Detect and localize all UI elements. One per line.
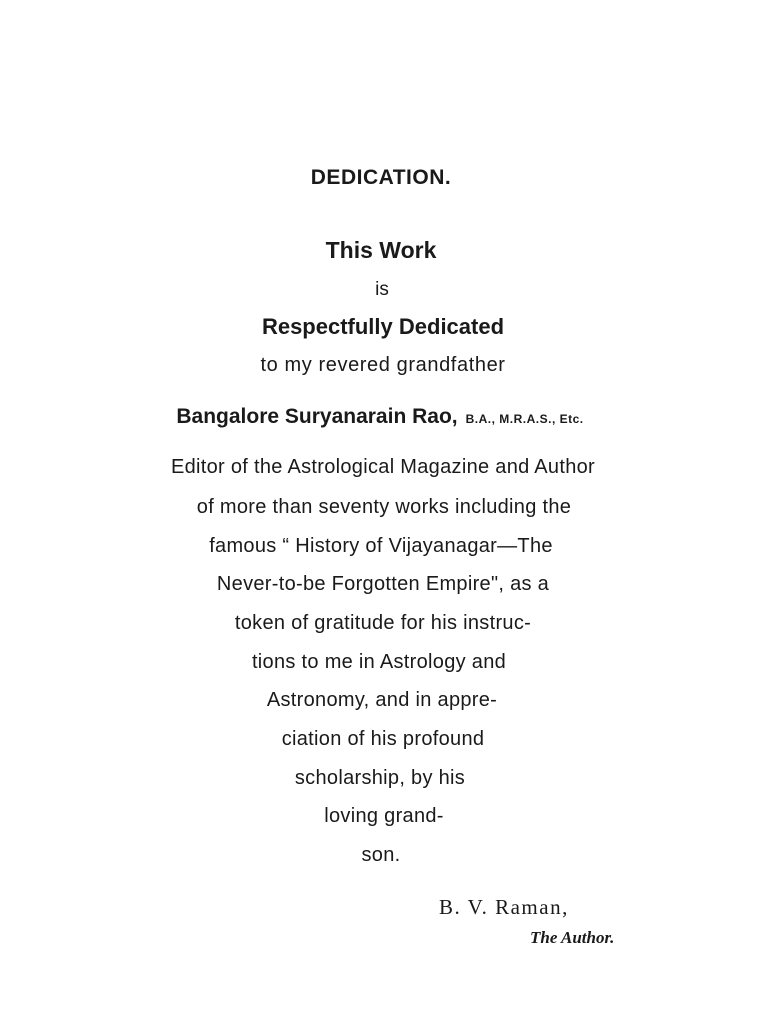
body-line: scholarship, by his bbox=[294, 767, 466, 789]
grandfather-qualifications: B.A., M.R.A.S., Etc. bbox=[465, 412, 584, 426]
body-line: son. bbox=[361, 844, 401, 866]
body-line: famous “ History of Vijayanagar—The bbox=[209, 535, 553, 557]
this-work-line: This Work bbox=[325, 237, 437, 263]
body-line: Editor of the Astrological Magazine and Author bbox=[170, 456, 596, 478]
body-line: ciation of his profound bbox=[281, 728, 485, 750]
grandfather-line: to my revered grandfather bbox=[260, 354, 506, 376]
author-role: The Author. bbox=[530, 928, 615, 947]
body-line: Never-to-be Forgotten Empire", as a bbox=[216, 573, 550, 595]
dedication-heading: DEDICATION. bbox=[310, 166, 452, 189]
body-line: Astronomy, and in appre- bbox=[266, 689, 498, 711]
body-line: tions to me in Astrology and bbox=[251, 651, 507, 673]
is-line: is bbox=[375, 279, 389, 300]
body-line: of more than seventy works including the bbox=[196, 496, 572, 518]
grandfather-name: Bangalore Suryanarain Rao, bbox=[176, 405, 458, 428]
grandfather-name-line bbox=[0, 405, 764, 429]
body-line: token of gratitude for his instruc- bbox=[234, 612, 532, 634]
author-signature: B. V. Raman, bbox=[439, 895, 569, 919]
body-line: loving grand- bbox=[324, 805, 444, 827]
respectfully-dedicated-line: Respectfully Dedicated bbox=[261, 314, 505, 339]
